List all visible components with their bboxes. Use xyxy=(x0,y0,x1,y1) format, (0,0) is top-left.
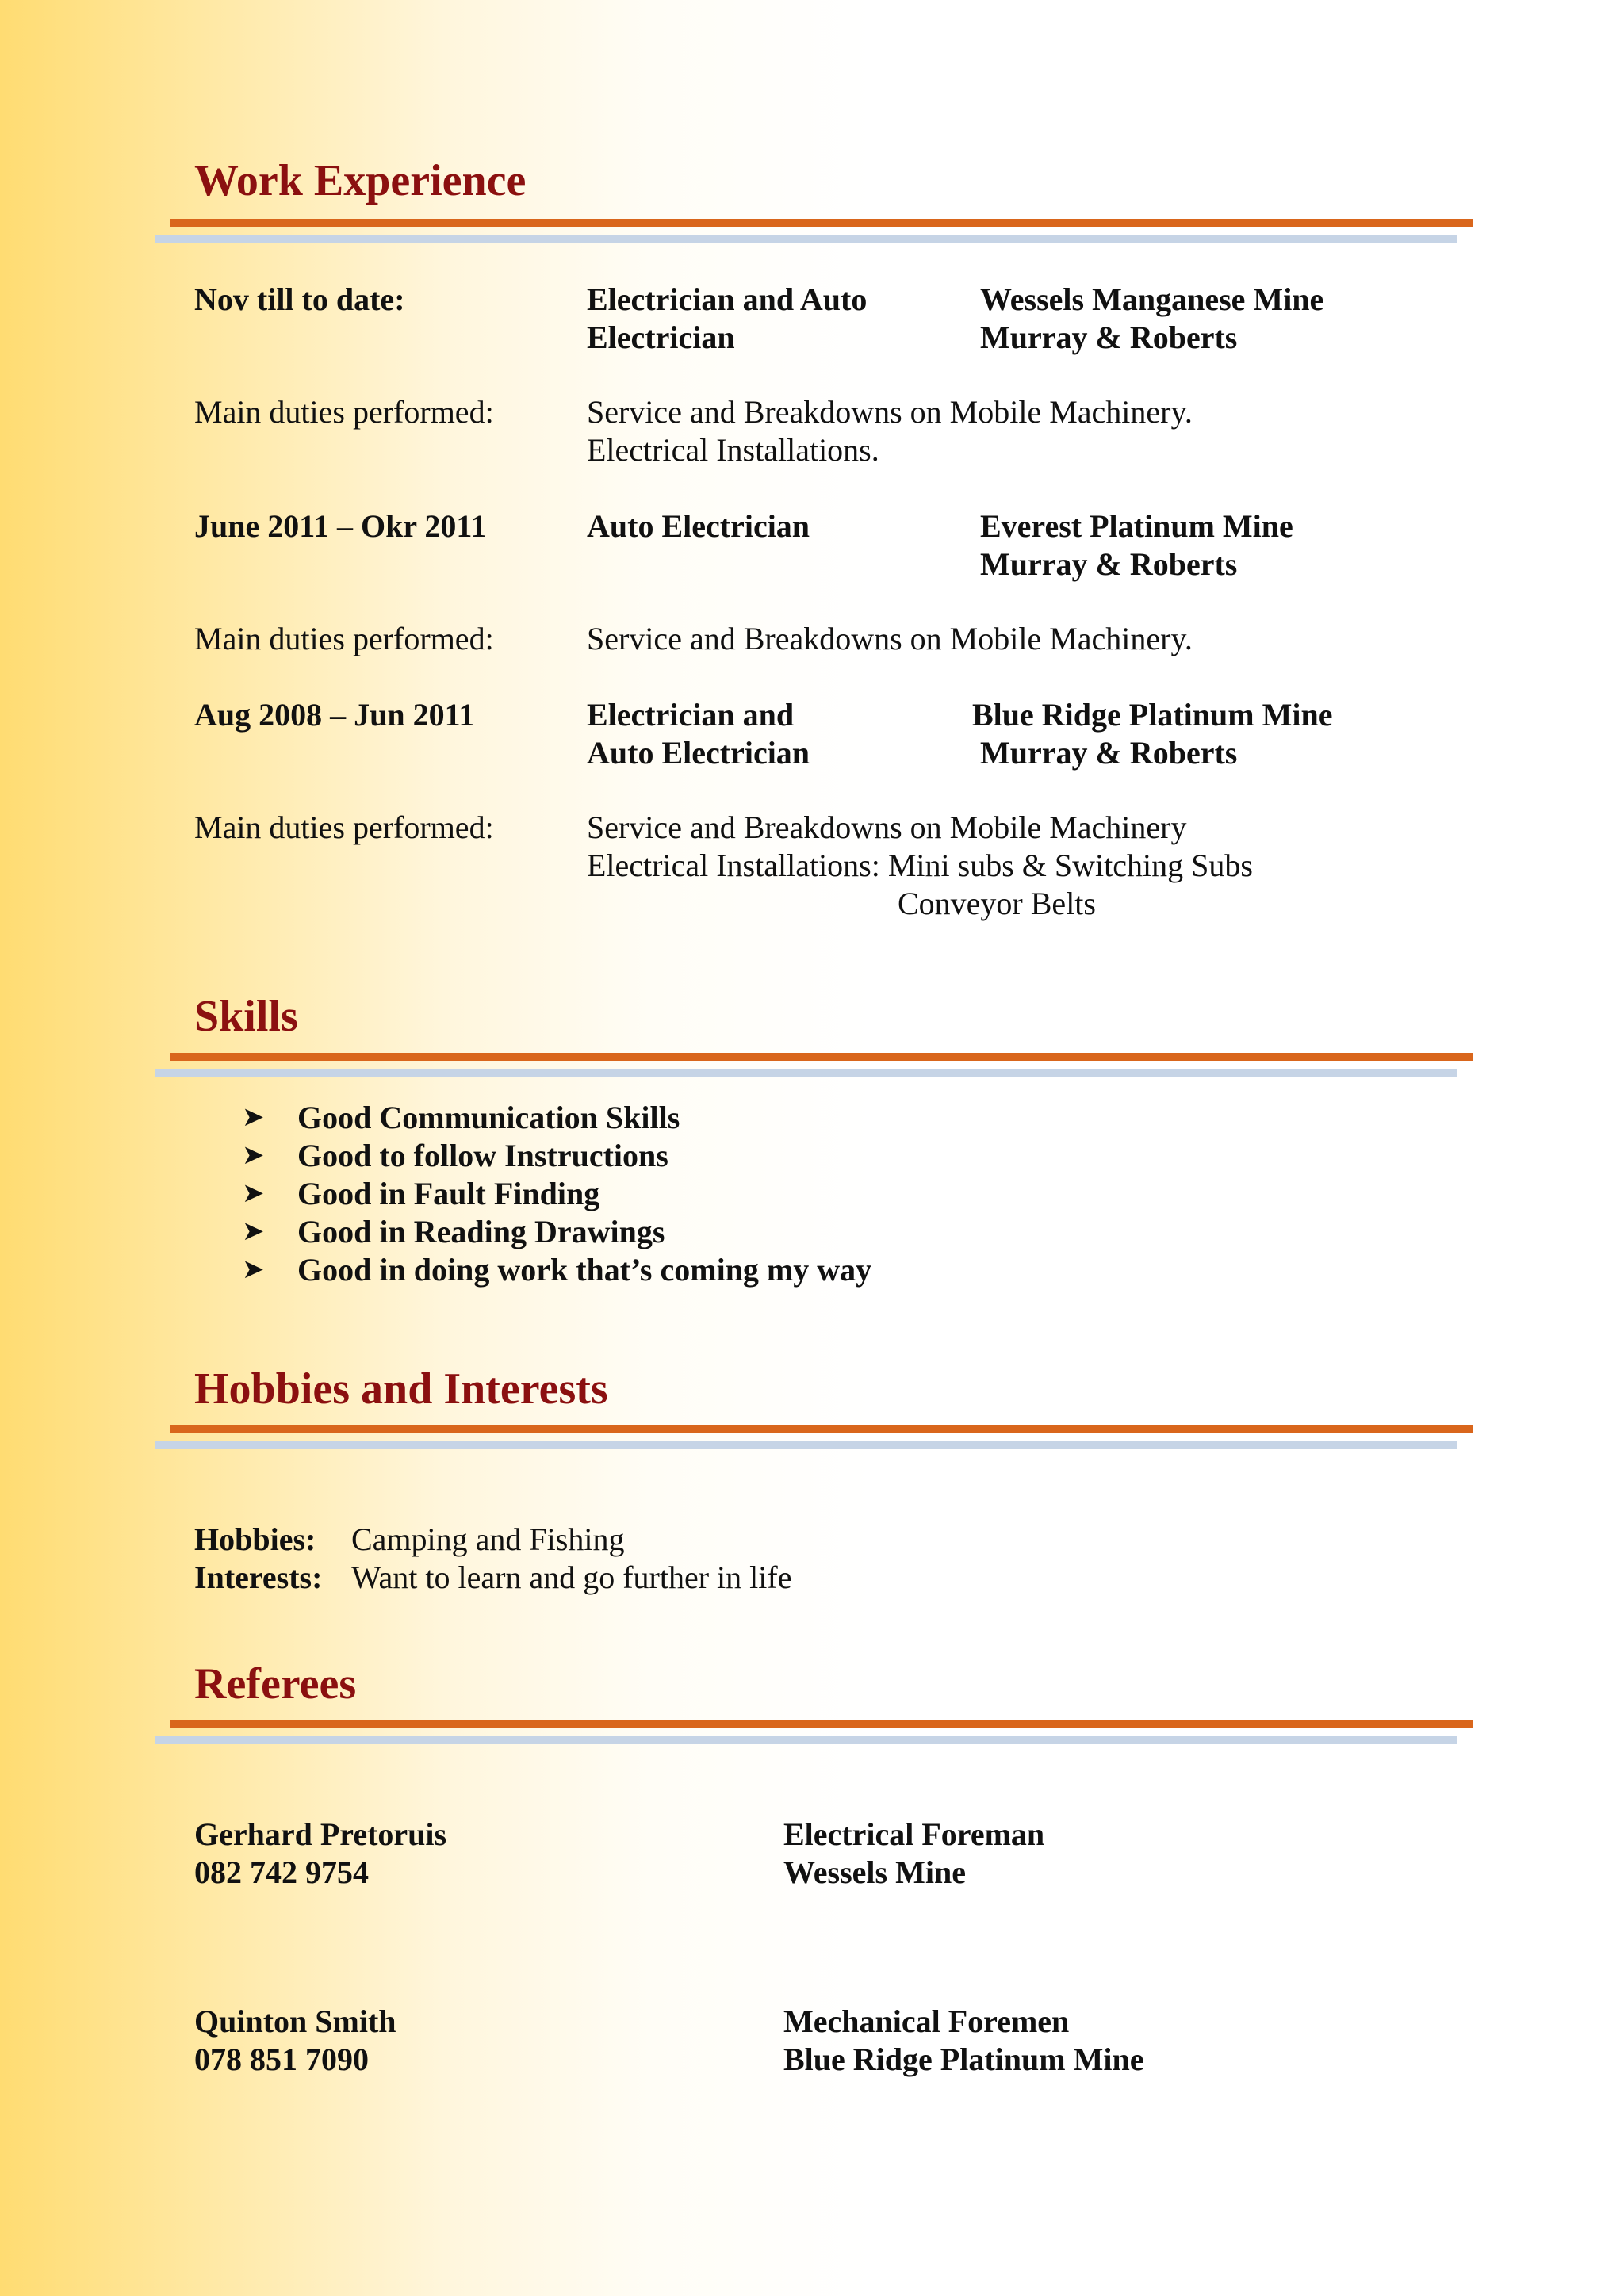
duties-label: Main duties performed: xyxy=(194,621,494,656)
referee-company: Blue Ridge Platinum Mine xyxy=(783,2042,1144,2077)
interests-label: Interests: xyxy=(194,1559,323,1595)
section-rule-orange xyxy=(170,219,1473,227)
job-title: Auto Electrician xyxy=(587,508,810,544)
referee-role: Mechanical Foremen xyxy=(783,2003,1070,2039)
list-item xyxy=(242,1099,871,1137)
section-rule-blue xyxy=(155,1441,1457,1449)
hobbies-heading: Hobbies and Interests xyxy=(194,1364,608,1414)
hobbies-value: Camping and Fishing xyxy=(351,1521,625,1557)
job-title: Auto Electrician xyxy=(587,735,810,771)
arrow-bullet-icon: ➤ xyxy=(242,1255,265,1284)
skill-text: Good to follow Instructions xyxy=(297,1138,668,1173)
referee-phone: 078 851 7090 xyxy=(194,2042,369,2077)
job-title: Electrician xyxy=(587,320,735,355)
section-rule-blue xyxy=(155,1736,1457,1744)
duty-line: Service and Breakdowns on Mobile Machinery. xyxy=(587,621,1193,656)
skill-text: Good in Reading Drawings xyxy=(297,1214,665,1249)
job-title: Electrician and xyxy=(587,697,795,733)
duties-label: Main duties performed: xyxy=(194,394,494,430)
duty-line: Service and Breakdowns on Mobile Machinery. xyxy=(587,394,1193,430)
referee-role: Electrical Foreman xyxy=(783,1816,1045,1852)
duties-label: Main duties performed: xyxy=(194,809,494,845)
referee-company: Wessels Mine xyxy=(783,1854,966,1890)
job-period: Nov till to date: xyxy=(194,281,405,317)
arrow-bullet-icon: ➤ xyxy=(242,1179,265,1208)
job-company: Murray & Roberts xyxy=(980,320,1238,355)
arrow-bullet-icon: ➤ xyxy=(242,1103,265,1132)
job-company: Blue Ridge Platinum Mine xyxy=(972,697,1333,733)
job-company: Murray & Roberts xyxy=(980,546,1238,582)
job-company: Murray & Roberts xyxy=(980,735,1238,771)
job-company: Wessels Manganese Mine xyxy=(980,281,1324,317)
interests-value: Want to learn and go further in life xyxy=(351,1559,792,1595)
section-rule-orange xyxy=(170,1053,1473,1061)
job-company: Everest Platinum Mine xyxy=(980,508,1293,544)
skills-list xyxy=(242,1099,871,1289)
section-rule-orange xyxy=(170,1425,1473,1433)
referee-name: Gerhard Pretoruis xyxy=(194,1816,447,1852)
duty-line: Electrical Installations: Mini subs & Switching Subs xyxy=(587,848,1253,883)
job-period: June 2011 – Okr 2011 xyxy=(194,508,487,544)
list-item xyxy=(242,1251,871,1289)
section-rule-blue xyxy=(155,1069,1457,1077)
duty-line: Service and Breakdowns on Mobile Machinery xyxy=(587,809,1187,845)
skill-text: Good in Fault Finding xyxy=(297,1176,600,1211)
list-item xyxy=(242,1137,871,1175)
section-rule-blue xyxy=(155,235,1457,243)
referees-heading: Referees xyxy=(194,1659,357,1709)
referee-name: Quinton Smith xyxy=(194,2003,396,2039)
work-experience-heading: Work Experience xyxy=(194,156,527,205)
skill-text: Good in doing work that’s coming my way xyxy=(297,1252,872,1288)
job-title: Electrician and Auto xyxy=(587,281,868,317)
arrow-bullet-icon: ➤ xyxy=(242,1141,265,1170)
hobbies-label: Hobbies: xyxy=(194,1521,316,1557)
arrow-bullet-icon: ➤ xyxy=(242,1217,265,1246)
duty-line: Conveyor Belts xyxy=(898,886,1096,921)
job-period: Aug 2008 – Jun 2011 xyxy=(194,697,475,733)
list-item xyxy=(242,1175,871,1213)
referee-phone: 082 742 9754 xyxy=(194,1854,369,1890)
skills-heading: Skills xyxy=(194,992,298,1041)
skill-text: Good Communication Skills xyxy=(297,1100,680,1135)
section-rule-orange xyxy=(170,1720,1473,1728)
duty-line: Electrical Installations. xyxy=(587,432,879,468)
list-item xyxy=(242,1213,871,1251)
